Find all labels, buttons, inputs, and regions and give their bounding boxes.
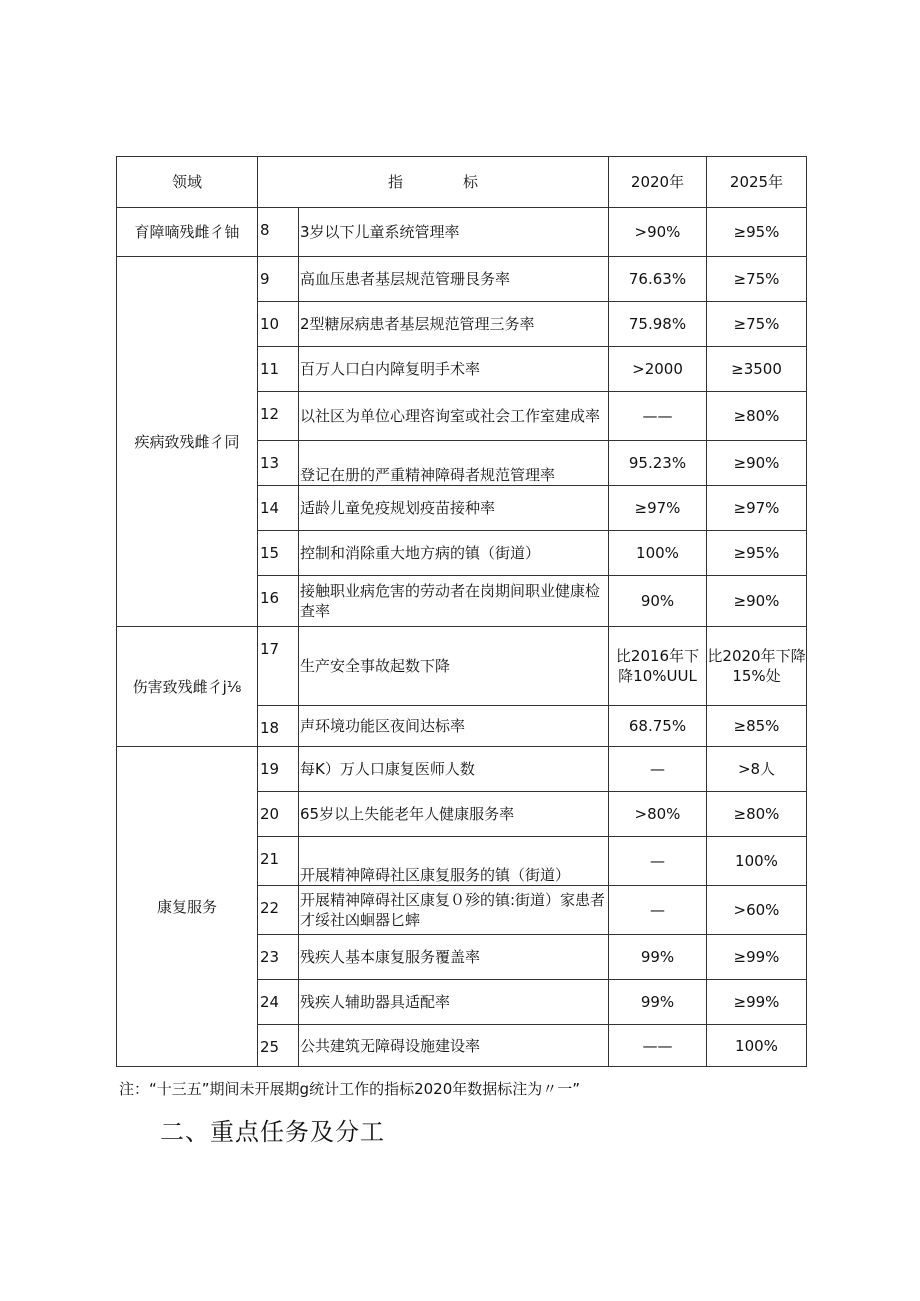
- row-number: 23: [258, 935, 299, 980]
- row-number: 22: [258, 886, 299, 935]
- indicator-cell: 声环境功能区夜间达标率: [299, 706, 609, 747]
- value-2020-cell: 比2016年下降10%UUL: [609, 627, 707, 706]
- row-number: 16: [258, 576, 299, 627]
- value-2020-cell: 99%: [609, 935, 707, 980]
- value-2020-cell: —: [609, 886, 707, 935]
- value-2025-cell: ≥80%: [707, 392, 807, 441]
- row-number: 10: [258, 302, 299, 347]
- table-note: 注：“十三五”期间未开展期g统计工作的指标2020年数据标注为〃一”: [119, 1080, 581, 1098]
- value-2025-cell: >60%: [707, 886, 807, 935]
- row-number: 9: [258, 257, 299, 302]
- value-2020-cell: 90%: [609, 576, 707, 627]
- value-2025-cell: ≥3500: [707, 347, 807, 392]
- indicator-cell: 高血压患者基层规范管珊艮务率: [299, 257, 609, 302]
- row-number: 8: [258, 208, 299, 257]
- indicator-cell: 接触职业病危害的劳动者在岗期间职业健康检查率: [299, 576, 609, 627]
- area-cell: 伤害致残雌彳j⅛: [117, 627, 258, 747]
- indicator-table: [116, 156, 807, 1067]
- value-2025-cell: ≥75%: [707, 257, 807, 302]
- value-2025-cell: ≥85%: [707, 706, 807, 747]
- row-number: 17: [258, 627, 299, 706]
- indicator-cell: 65岁以上失能老年人健康服务率: [299, 792, 609, 837]
- value-2020-cell: 100%: [609, 531, 707, 576]
- value-2020-cell: 75.98%: [609, 302, 707, 347]
- indicator-cell: 百万人口白内障复明手术率: [299, 347, 609, 392]
- value-2020-cell: 99%: [609, 980, 707, 1025]
- indicator-cell: 公共建筑无障碍设施建设率: [299, 1025, 609, 1067]
- row-number: 14: [258, 486, 299, 531]
- row-number: 24: [258, 980, 299, 1025]
- value-2020-cell: >90%: [609, 208, 707, 257]
- table-row: [117, 208, 807, 257]
- value-2020-cell: —: [609, 837, 707, 886]
- indicator-cell: 开展精神障碍社区康复服务的镇（街道）: [299, 837, 609, 886]
- indicator-cell: 残疾人辅助器具适配率: [299, 980, 609, 1025]
- indicator-cell: 登记在册的严重精神障碍者规范管理率: [299, 441, 609, 486]
- row-number: 12: [258, 392, 299, 441]
- value-2020-cell: —: [609, 747, 707, 792]
- value-2025-cell: 比2020年下降15%处: [707, 627, 807, 706]
- value-2020-cell: >80%: [609, 792, 707, 837]
- area-cell: 疾病致残雌彳同: [117, 257, 258, 627]
- value-2025-cell: >8人: [707, 747, 807, 792]
- value-2025-cell: 100%: [707, 1025, 807, 1067]
- row-number: 13: [258, 441, 299, 486]
- header-area: 领域: [117, 157, 258, 208]
- value-2025-cell: ≥90%: [707, 576, 807, 627]
- value-2020-cell: 76.63%: [609, 257, 707, 302]
- indicator-cell: 3岁以下儿童系统管理率: [299, 208, 609, 257]
- value-2020-cell: 95.23%: [609, 441, 707, 486]
- indicator-cell: 残疾人基本康复服务覆盖率: [299, 935, 609, 980]
- value-2020-cell: 68.75%: [609, 706, 707, 747]
- value-2020-cell: ——: [609, 1025, 707, 1067]
- header-indicator: 指标: [258, 157, 609, 208]
- value-2025-cell: ≥99%: [707, 935, 807, 980]
- indicator-cell: 每K）万人口康复医师人数: [299, 747, 609, 792]
- row-number: 18: [258, 706, 299, 747]
- section-heading: 二、重点任务及分工: [160, 1118, 385, 1146]
- table-row: [117, 257, 807, 302]
- header-2020: 2020年: [609, 157, 707, 208]
- row-number: 19: [258, 747, 299, 792]
- value-2025-cell: ≥99%: [707, 980, 807, 1025]
- indicator-cell: 控制和消除重大地方病的镇（街道）: [299, 531, 609, 576]
- value-2025-cell: ≥95%: [707, 208, 807, 257]
- indicator-cell: 以社区为单位心理咨询室或社会工作室建成率: [299, 392, 609, 441]
- value-2025-cell: ≥90%: [707, 441, 807, 486]
- value-2025-cell: 100%: [707, 837, 807, 886]
- value-2025-cell: ≥75%: [707, 302, 807, 347]
- value-2025-cell: ≥80%: [707, 792, 807, 837]
- value-2025-cell: ≥97%: [707, 486, 807, 531]
- indicator-cell: 适龄儿童免疫规划疫苗接种率: [299, 486, 609, 531]
- area-cell: 康复服务: [117, 747, 258, 1067]
- value-2020-cell: ≥97%: [609, 486, 707, 531]
- row-number: 20: [258, 792, 299, 837]
- area-cell: 育障嘀残雌彳铀: [117, 208, 258, 257]
- table-body: [117, 208, 807, 1067]
- row-number: 15: [258, 531, 299, 576]
- table-row: [117, 747, 807, 792]
- value-2020-cell: ——: [609, 392, 707, 441]
- header-2025: 2025年: [707, 157, 807, 208]
- indicator-cell: 生产安全事故起数下降: [299, 627, 609, 706]
- row-number: 25: [258, 1025, 299, 1067]
- table-header-row: [117, 157, 807, 208]
- value-2025-cell: ≥95%: [707, 531, 807, 576]
- indicator-cell: 2型糖尿病患者基层规范管理三务率: [299, 302, 609, 347]
- row-number: 11: [258, 347, 299, 392]
- indicator-cell: 开展精神障碍社区康复０殄的镇:街道）家患者才绥社凶蛔器匕蟀: [299, 886, 609, 935]
- row-number: 21: [258, 837, 299, 886]
- value-2020-cell: >2000: [609, 347, 707, 392]
- table-row: [117, 627, 807, 706]
